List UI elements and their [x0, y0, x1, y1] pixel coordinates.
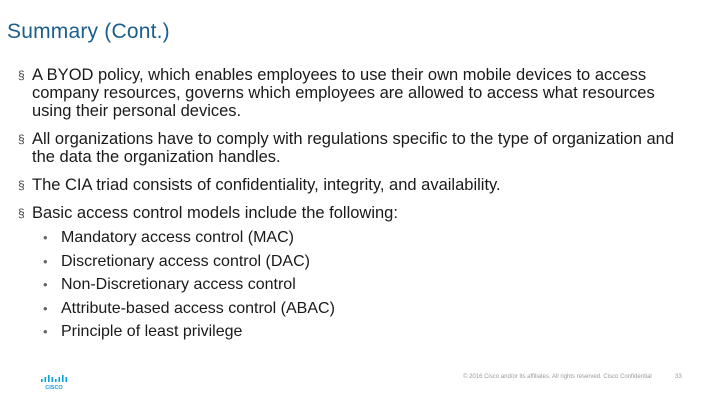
sub-bullet-item	[42, 273, 693, 297]
sub-bullet-text: Discretionary access control (DAC)	[61, 252, 310, 270]
sub-bullet-item	[42, 226, 693, 250]
bullet-text: The CIA triad consists of confidentiality, integrity, and availability.	[32, 176, 501, 194]
bullet-list	[18, 66, 693, 354]
sub-bullet-text: Mandatory access control (MAC)	[61, 229, 294, 246]
bullet-item	[18, 176, 693, 194]
cisco-logo-text: CISCO	[45, 385, 63, 390]
page-number: 33	[675, 374, 682, 380]
cisco-logo	[40, 374, 68, 390]
bullet-text: A BYOD policy, which enables employees to use their own mobile devices to access company resources, governs which employees are allowed to access what resources using their personal devices.	[32, 66, 655, 120]
sub-bullet-item	[42, 320, 693, 344]
sub-bullet-dot: •	[43, 300, 48, 316]
slide-title: Summary (Cont.)	[7, 20, 170, 43]
sub-bullet-dot: •	[43, 324, 48, 339]
sub-bullet-item	[42, 250, 693, 274]
sub-bullet-item	[42, 297, 693, 321]
bullet-item	[18, 204, 693, 344]
sub-bullet-text: Non-Discretionary access control	[61, 276, 296, 293]
bullet-marker: §	[18, 178, 25, 192]
sub-bullet-dot: •	[43, 230, 48, 245]
bullet-marker: §	[18, 132, 25, 146]
sub-bullet-list	[42, 226, 693, 344]
sub-bullet-dot: •	[43, 277, 48, 292]
sub-bullet-dot: •	[43, 253, 48, 269]
bullet-text: Basic access control models include the following:	[32, 204, 398, 222]
sub-bullet-text: Attribute-based access control (ABAC)	[61, 299, 335, 317]
bullet-marker: §	[18, 206, 25, 220]
bullet-text: All organizations have to comply with regulations specific to the type of organization and the data the organization handles.	[32, 130, 675, 166]
bullet-item	[18, 66, 693, 120]
footer-copyright: © 2016 Cisco and/or its affiliates. All rights reserved. Cisco Confidential	[463, 374, 652, 380]
sub-bullet-text: Principle of least privilege	[61, 323, 243, 340]
bullet-marker: §	[18, 68, 25, 82]
bullet-item	[18, 130, 693, 166]
